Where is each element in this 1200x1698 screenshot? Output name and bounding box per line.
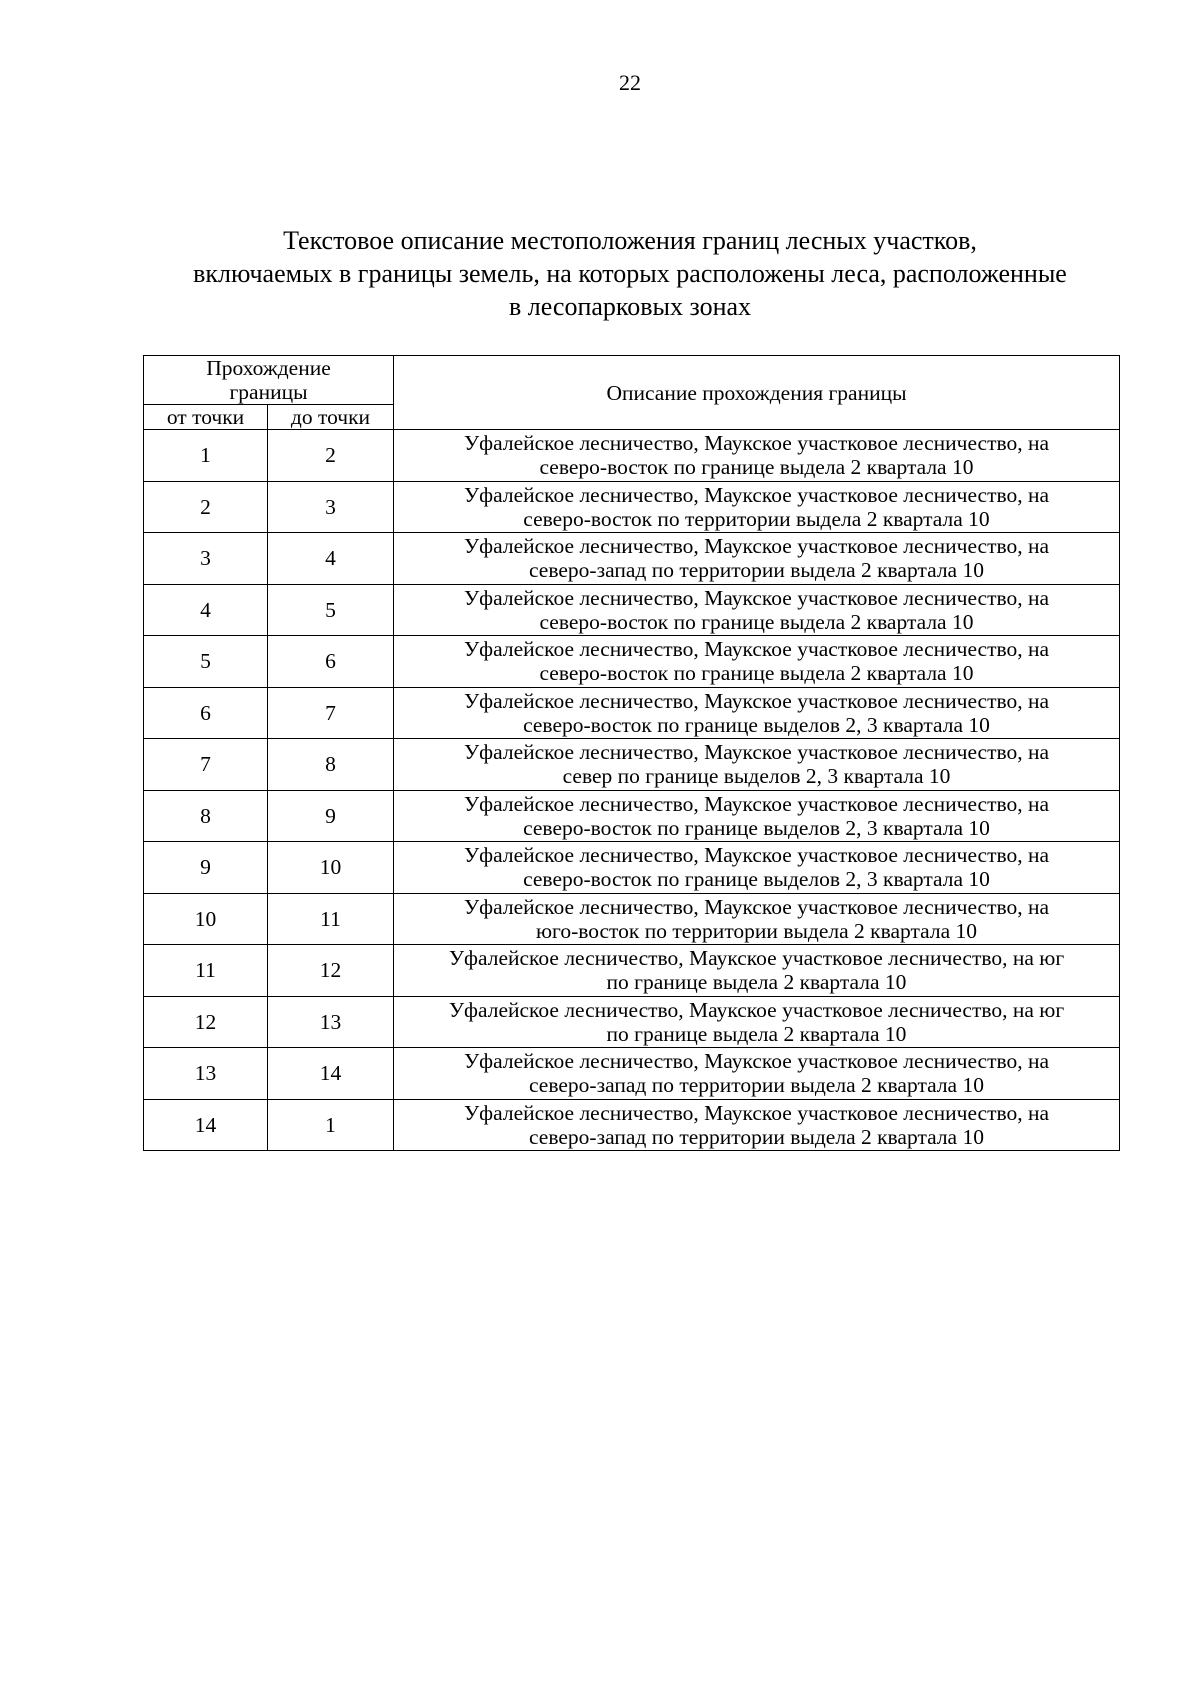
cell-to-point: 6 xyxy=(268,636,394,688)
description-line-2: по границе выдела 2 квартала 10 xyxy=(606,970,907,995)
cell-from-point: 7 xyxy=(144,739,268,791)
cell-from-point: 9 xyxy=(144,842,268,894)
description-line-1: Уфалейское лесничество, Маукское участковое лесничество, на xyxy=(463,1100,1050,1125)
table-row xyxy=(144,739,1120,791)
cell-from-point: 6 xyxy=(144,687,268,739)
cell-description xyxy=(394,739,1120,791)
header-boundary-passage xyxy=(144,356,394,405)
description-line-1: Уфалейское лесничество, Маукское участковое лесничество, на xyxy=(463,534,1050,559)
table-row xyxy=(144,842,1120,894)
description-line-1: Уфалейское лесничество, Маукское участковое лесничество, на юг xyxy=(448,946,1065,971)
cell-description xyxy=(394,1099,1120,1151)
description-line-2: северо-запад по территории выдела 2 квартала 10 xyxy=(529,1124,984,1149)
cell-description xyxy=(394,996,1120,1048)
description-line-1: Уфалейское лесничество, Маукское участковое лесничество, на xyxy=(463,585,1050,610)
cell-to-point: 14 xyxy=(268,1048,394,1100)
description-line-1: Уфалейское лесничество, Маукское участковое лесничество, на xyxy=(463,688,1050,713)
cell-description xyxy=(394,687,1120,739)
cell-to-point: 4 xyxy=(268,533,394,585)
cell-to-point: 3 xyxy=(268,481,394,533)
table-row xyxy=(144,430,1120,482)
description-line-2: северо-восток по границе выделов 2, 3 квартала 10 xyxy=(523,712,990,737)
title-line-1: Текстовое описание местоположения границ лесных участков, xyxy=(283,226,977,255)
cell-from-point: 5 xyxy=(144,636,268,688)
table-row xyxy=(144,790,1120,842)
cell-description xyxy=(394,584,1120,636)
cell-from-point: 3 xyxy=(144,533,268,585)
cell-description xyxy=(394,842,1120,894)
description-line-2: север по границе выделов 2, 3 квартала 10 xyxy=(562,764,951,789)
description-line-2: юго-восток по территории выдела 2 квартала 10 xyxy=(535,918,978,943)
header-to-point: до точки xyxy=(268,405,394,430)
cell-to-point: 11 xyxy=(268,893,394,945)
description-line-2: северо-запад по территории выдела 2 квартала 10 xyxy=(529,558,984,583)
header-description: Описание прохождения границы xyxy=(394,356,1120,430)
description-line-2: северо-восток по территории выдела 2 квартала 10 xyxy=(523,506,990,531)
header-group-line-1: Прохождение xyxy=(206,356,331,380)
description-line-2: северо-восток по границе выделов 2, 3 квартала 10 xyxy=(523,815,990,840)
cell-to-point: 10 xyxy=(268,842,394,894)
page-number: 22 xyxy=(619,70,641,95)
description-line-1: Уфалейское лесничество, Маукское участковое лесничество, на xyxy=(463,637,1050,662)
table-row xyxy=(144,945,1120,997)
table-row xyxy=(144,1048,1120,1100)
cell-to-point: 7 xyxy=(268,687,394,739)
table-row xyxy=(144,1099,1120,1151)
cell-description xyxy=(394,430,1120,482)
cell-description xyxy=(394,893,1120,945)
header-from-point: от точки xyxy=(144,405,268,430)
cell-description xyxy=(394,790,1120,842)
table-row xyxy=(144,481,1120,533)
cell-description xyxy=(394,1048,1120,1100)
cell-to-point: 13 xyxy=(268,996,394,1048)
document-title xyxy=(130,224,1130,323)
cell-description xyxy=(394,481,1120,533)
cell-to-point: 12 xyxy=(268,945,394,997)
description-line-1: Уфалейское лесничество, Маукское участковое лесничество, на xyxy=(463,791,1050,816)
cell-from-point: 11 xyxy=(144,945,268,997)
description-line-1: Уфалейское лесничество, Маукское участковое лесничество, на xyxy=(463,1049,1050,1074)
cell-to-point: 2 xyxy=(268,430,394,482)
cell-description xyxy=(394,533,1120,585)
cell-from-point: 10 xyxy=(144,893,268,945)
description-line-2: северо-восток по границе выдела 2 квартала 10 xyxy=(539,455,974,480)
description-line-2: северо-запад по территории выдела 2 квартала 10 xyxy=(529,1073,984,1098)
cell-from-point: 2 xyxy=(144,481,268,533)
cell-to-point: 9 xyxy=(268,790,394,842)
description-line-2: северо-восток по границе выдела 2 квартала 10 xyxy=(539,661,974,686)
header-group-line-2: границы xyxy=(229,380,308,404)
table-body xyxy=(144,430,1120,1151)
cell-from-point: 12 xyxy=(144,996,268,1048)
cell-to-point: 8 xyxy=(268,739,394,791)
cell-from-point: 13 xyxy=(144,1048,268,1100)
cell-from-point: 8 xyxy=(144,790,268,842)
cell-description xyxy=(394,945,1120,997)
table-row xyxy=(144,893,1120,945)
cell-description xyxy=(394,636,1120,688)
cell-from-point: 4 xyxy=(144,584,268,636)
table-row xyxy=(144,636,1120,688)
description-line-2: по границе выдела 2 квартала 10 xyxy=(606,1021,907,1046)
table-row xyxy=(144,584,1120,636)
cell-to-point: 1 xyxy=(268,1099,394,1151)
description-line-1: Уфалейское лесничество, Маукское участковое лесничество, на xyxy=(463,894,1050,919)
boundary-table xyxy=(143,355,1120,1151)
description-line-1: Уфалейское лесничество, Маукское участковое лесничество, на xyxy=(463,431,1050,456)
description-line-1: Уфалейское лесничество, Маукское участковое лесничество, на xyxy=(463,740,1050,765)
description-line-1: Уфалейское лесничество, Маукское участковое лесничество, на юг xyxy=(448,997,1065,1022)
cell-to-point: 5 xyxy=(268,584,394,636)
cell-from-point: 14 xyxy=(144,1099,268,1151)
cell-from-point: 1 xyxy=(144,430,268,482)
description-line-2: северо-восток по границе выдела 2 квартала 10 xyxy=(539,609,974,634)
description-line-2: северо-восток по границе выделов 2, 3 квартала 10 xyxy=(523,867,990,892)
table-row xyxy=(144,533,1120,585)
description-line-1: Уфалейское лесничество, Маукское участковое лесничество, на xyxy=(463,843,1050,868)
table-row xyxy=(144,996,1120,1048)
title-line-3: в лесопарковых зонах xyxy=(508,292,752,321)
description-line-1: Уфалейское лесничество, Маукское участковое лесничество, на xyxy=(463,482,1050,507)
title-line-2: включаемых в границы земель, на которых расположены леса, расположенные xyxy=(193,259,1067,288)
table-row xyxy=(144,687,1120,739)
